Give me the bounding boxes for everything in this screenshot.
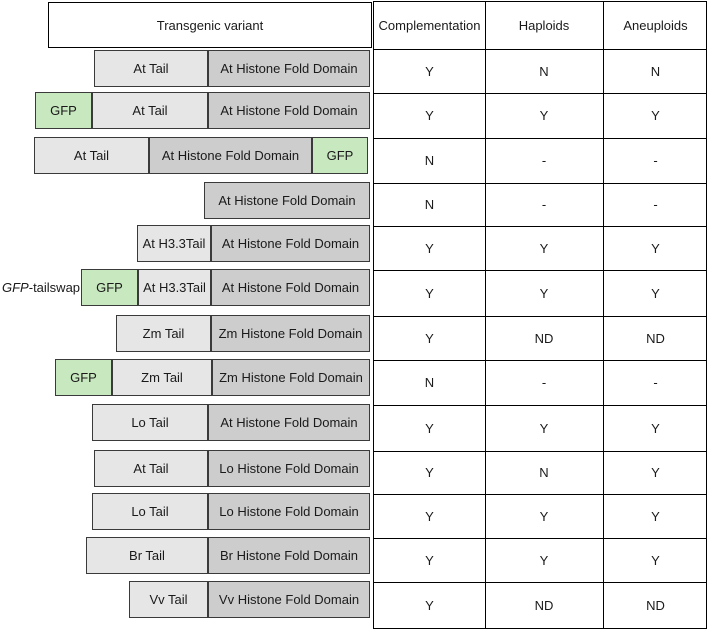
table-cell-haploids: Y <box>539 508 549 524</box>
table-cell-aneuploids: Y <box>651 465 660 480</box>
table-cell-complementation: Y <box>425 330 434 346</box>
table-cell-haploids: N <box>539 465 549 480</box>
results-table <box>373 1 707 629</box>
histone-fold-domain-segment: Lo Histone Fold Domain <box>208 450 370 487</box>
table-cell-complementation: Y <box>425 465 434 480</box>
gfp-segment: GFP <box>312 137 368 174</box>
table-cell-complementation: Y <box>425 240 434 256</box>
histone-fold-domain-segment: Lo Histone Fold Domain <box>208 493 370 530</box>
tail-segment: At Tail <box>34 137 149 174</box>
table-cell-aneuploids: Y <box>651 240 660 256</box>
table-cell-aneuploids: - <box>653 153 658 168</box>
table-cell-aneuploids: N <box>650 63 661 79</box>
table-cell-aneuploids: - <box>653 197 658 212</box>
table-cell-aneuploids: Y <box>651 108 660 123</box>
table-cell-aneuploids: Y <box>651 285 660 301</box>
table-cell-haploids: Y <box>539 552 549 568</box>
histone-fold-domain-segment: At Histone Fold Domain <box>211 269 370 306</box>
table-cell-haploids: N <box>539 63 549 79</box>
tail-segment: At Tail <box>92 92 208 129</box>
column-header-haploids: Haploids <box>518 17 570 33</box>
table-cell-haploids: Y <box>539 420 549 436</box>
gfp-segment: GFP <box>81 269 138 306</box>
table-cell-complementation: Y <box>425 108 434 123</box>
table-cell-haploids: - <box>541 375 547 390</box>
gfp-segment: GFP <box>55 359 112 396</box>
histone-fold-domain-segment: At Histone Fold Domain <box>208 92 370 129</box>
tail-segment: Lo Tail <box>92 493 208 530</box>
table-cell-haploids: Y <box>539 285 549 301</box>
table-cell-aneuploids: Y <box>651 552 660 568</box>
histone-fold-domain-segment: At Histone Fold Domain <box>149 137 312 174</box>
table-cell-haploids: ND <box>534 330 554 346</box>
tail-segment: Br Tail <box>86 537 208 574</box>
table-cell-complementation: Y <box>425 597 434 613</box>
tail-segment: At H3.3Tail <box>138 269 211 306</box>
table-cell-haploids: Y <box>539 240 549 256</box>
gfp-segment: GFP <box>35 92 92 129</box>
table-cell-complementation: N <box>424 375 435 390</box>
histone-fold-domain-segment: Zm Histone Fold Domain <box>211 315 370 352</box>
table-cell-complementation: Y <box>425 508 434 524</box>
histone-fold-domain-segment: At Histone Fold Domain <box>208 50 370 87</box>
tail-segment: Vv Tail <box>129 581 208 618</box>
table-cell-complementation: Y <box>425 285 434 301</box>
table-cell-aneuploids: ND <box>646 597 665 613</box>
column-header-complementation: Complementation <box>378 17 481 33</box>
column-header-aneuploids: Aneuploids <box>623 17 688 33</box>
tail-segment: At Tail <box>94 50 208 87</box>
table-cell-complementation: Y <box>425 63 434 79</box>
table-cell-aneuploids: Y <box>651 508 660 524</box>
histone-fold-domain-segment: At Histone Fold Domain <box>211 225 370 262</box>
tail-segment: Lo Tail <box>92 404 208 441</box>
table-cell-complementation: Y <box>425 420 434 436</box>
table-cell-complementation: N <box>424 197 435 212</box>
table-cell-complementation: N <box>424 153 435 168</box>
histone-fold-domain-segment: Vv Histone Fold Domain <box>208 581 370 618</box>
tail-segment: At Tail <box>94 450 208 487</box>
histone-fold-domain-segment: At Histone Fold Domain <box>204 182 370 219</box>
table-cell-aneuploids: Y <box>651 420 660 436</box>
histone-fold-domain-segment: Br Histone Fold Domain <box>208 537 370 574</box>
construct-label: GFP-tailswap <box>2 280 81 295</box>
histone-fold-domain-segment: Zm Histone Fold Domain <box>212 359 370 396</box>
table-cell-aneuploids: - <box>653 375 658 390</box>
table-cell-haploids: - <box>541 153 547 168</box>
table-cell-complementation: Y <box>425 552 434 568</box>
table-cell-haploids: - <box>541 197 547 212</box>
transgenic-variant-header: Transgenic variant <box>48 2 372 48</box>
histone-fold-domain-segment: At Histone Fold Domain <box>208 404 370 441</box>
table-cell-haploids: Y <box>539 108 549 123</box>
tail-segment: Zm Tail <box>112 359 212 396</box>
tail-segment: At H3.3Tail <box>137 225 211 262</box>
tail-segment: Zm Tail <box>116 315 211 352</box>
table-cell-aneuploids: ND <box>646 330 665 346</box>
table-cell-haploids: ND <box>534 597 554 613</box>
